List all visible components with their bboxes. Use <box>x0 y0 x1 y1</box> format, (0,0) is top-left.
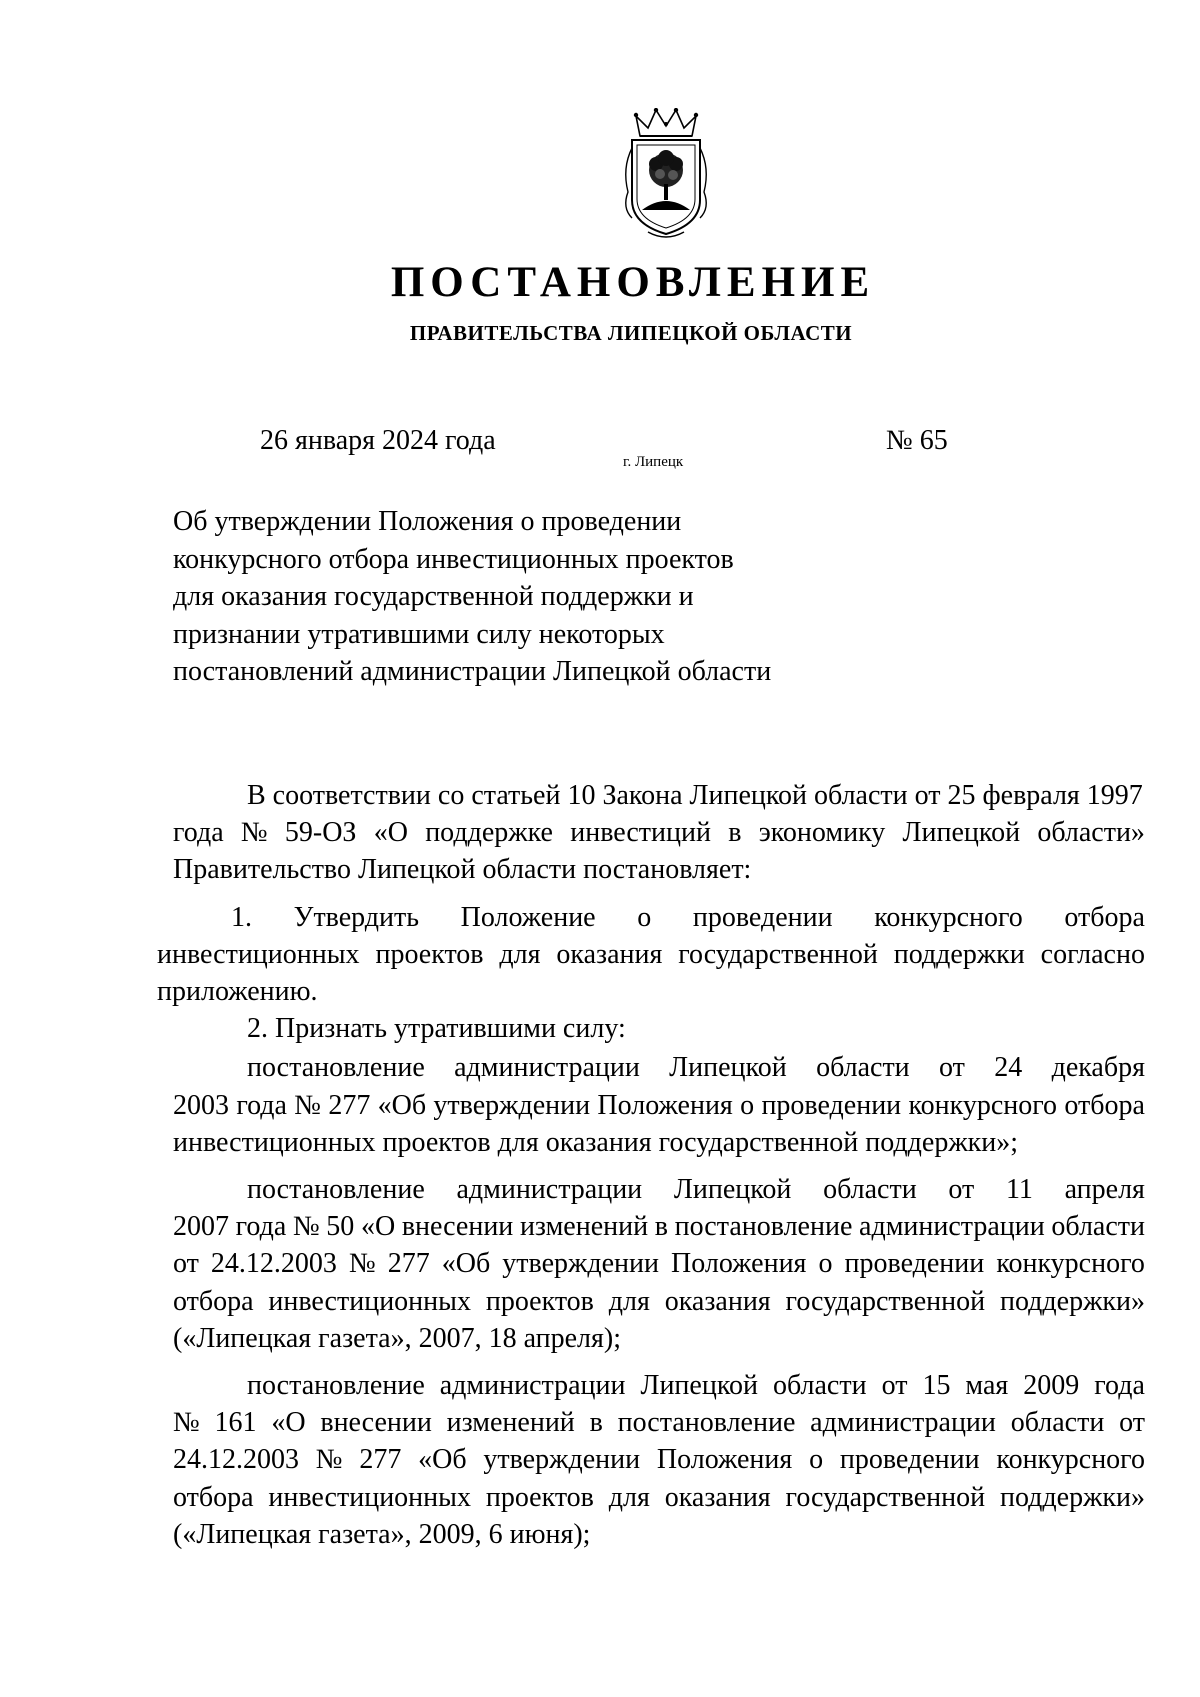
word: внесении <box>320 1407 432 1439</box>
word: 277 <box>359 1444 402 1476</box>
heading-line: признании утратившими силу некоторых <box>173 618 665 650</box>
word: 59-ОЗ <box>284 817 357 849</box>
word: постановление <box>247 1052 425 1084</box>
word: № <box>315 1444 343 1476</box>
word: «О <box>373 817 408 849</box>
text-line: инвестиционных проектов для оказания государственной поддержки»; <box>173 1126 1019 1158</box>
heading-line: для оказания государственной поддержки и <box>173 581 694 612</box>
text-line: Правительство Липецкой области постановляет: <box>173 854 752 886</box>
word: проведении <box>692 901 833 933</box>
text-line <box>173 1283 1145 1320</box>
word: 50 <box>326 1211 355 1243</box>
word: оказания <box>664 1481 771 1513</box>
word: года <box>236 1089 287 1121</box>
decree-date: 26 января 2024 года <box>260 425 496 456</box>
word: отбора <box>173 1285 254 1317</box>
item-1-paragraph <box>157 899 1145 1011</box>
word: поддержки» <box>999 1481 1145 1513</box>
word: государственной <box>785 1285 986 1317</box>
heading-line: конкурсного отбора инвестиционных проектов <box>173 543 734 575</box>
word: отбора <box>1064 1089 1145 1121</box>
word: о <box>809 1444 824 1476</box>
word: в <box>589 1407 603 1439</box>
word: инвестиций <box>570 817 711 849</box>
word: администрации <box>454 1052 640 1084</box>
word: инвестиционных <box>268 1481 471 1513</box>
word: области <box>772 1370 867 1402</box>
word: поддержке <box>425 817 553 849</box>
word: конкурсного <box>996 1444 1145 1476</box>
word: постановление <box>247 1174 425 1206</box>
word: внесении <box>401 1211 514 1243</box>
word: Липецкой <box>673 1174 792 1206</box>
word: постановление <box>674 1211 853 1243</box>
text-line <box>173 1087 1145 1124</box>
text-line <box>173 814 1145 851</box>
word: 1. <box>231 901 252 933</box>
word: Положения <box>656 1444 793 1476</box>
word: от <box>948 1174 975 1206</box>
word: администрации <box>859 1211 1045 1243</box>
word: инвестиционных <box>268 1285 471 1317</box>
decree-place: г. Липецк <box>623 454 684 470</box>
text-line <box>173 1367 1145 1404</box>
word: 24.12.2003 <box>173 1444 299 1476</box>
word: области <box>823 1174 917 1206</box>
word: утверждении <box>502 1248 659 1280</box>
word: Положения <box>597 1089 733 1121</box>
repeal-paragraph <box>173 1171 1145 1357</box>
word: 161 <box>214 1407 257 1439</box>
word: отбора <box>173 1481 254 1513</box>
word: 24 <box>994 1052 1023 1084</box>
word: года <box>173 817 224 849</box>
word: государственной <box>678 938 878 970</box>
word: 24.12.2003 <box>210 1248 337 1280</box>
text-line <box>173 1479 1145 1516</box>
text-line: В соответствии со статьей 10 Закона Липецкой области от 25 февраля 1997 <box>247 780 1143 811</box>
word: 277 <box>328 1089 371 1121</box>
word: Утвердить <box>293 901 420 933</box>
word: о <box>818 1248 833 1280</box>
text-line <box>173 1245 1145 1282</box>
word: 11 <box>1005 1174 1033 1206</box>
word: администрации <box>439 1370 626 1402</box>
word: поддержки» <box>999 1285 1145 1317</box>
word: 2009 <box>1023 1370 1080 1402</box>
decree-heading <box>173 503 793 691</box>
word: области <box>1010 1407 1105 1439</box>
text-line: приложению. <box>157 976 318 1008</box>
heading-line: Об утверждении Положения о проведении <box>173 506 682 537</box>
word: инвестиционных <box>157 938 360 970</box>
word: государственной <box>785 1481 986 1513</box>
word: конкурсного <box>908 1089 1058 1121</box>
text-line <box>173 1441 1145 1478</box>
word: 2003 <box>173 1089 229 1121</box>
word: в <box>654 1211 668 1243</box>
word: администрации <box>456 1174 643 1206</box>
word: 15 <box>922 1370 951 1402</box>
repeal-paragraph <box>173 1367 1145 1553</box>
word: «О <box>360 1211 396 1243</box>
word: «Об <box>418 1444 467 1476</box>
word: оказания <box>664 1285 771 1317</box>
word: проектов <box>375 938 484 970</box>
word: проведении <box>761 1089 902 1121</box>
word: поддержки <box>893 938 1025 970</box>
word: о <box>740 1089 755 1121</box>
document-title: ПОСТАНОВЛЕНИЕ <box>390 259 876 306</box>
repeal-paragraph <box>173 1049 1145 1161</box>
word: года <box>1094 1370 1145 1402</box>
word: от <box>939 1052 965 1084</box>
word: отбора <box>1064 901 1145 933</box>
word: «О <box>271 1407 306 1439</box>
word: конкурсного <box>874 901 1023 933</box>
word: для <box>608 1481 650 1513</box>
word: Липецкой <box>640 1370 758 1402</box>
word: «Об <box>441 1248 491 1280</box>
word: Положение <box>460 901 596 933</box>
word: 277 <box>387 1248 430 1280</box>
word: изменений <box>446 1407 575 1439</box>
text-line: («Липецкая газета», 2007, 18 апреля); <box>173 1322 622 1354</box>
word: от <box>881 1370 908 1402</box>
word: № <box>294 1089 321 1121</box>
word: Липецкой <box>902 817 1021 849</box>
word: изменений <box>519 1211 649 1243</box>
decree-number: № 65 <box>886 425 948 456</box>
decree-body <box>157 777 1145 1563</box>
word: № <box>173 1407 200 1439</box>
word: Положения <box>671 1248 807 1280</box>
word: утверждении <box>483 1444 641 1476</box>
text-line <box>173 1208 1145 1245</box>
text-line <box>173 1171 1145 1208</box>
word: № <box>348 1248 376 1280</box>
word: года <box>235 1211 287 1243</box>
text-line: («Липецкая газета», 2009, 6 июня); <box>173 1518 591 1550</box>
word: согласно <box>1040 938 1145 970</box>
word: от <box>1119 1407 1145 1439</box>
word: проведении <box>839 1444 980 1476</box>
word: от <box>173 1248 199 1280</box>
word: утверждении <box>433 1089 591 1121</box>
word: декабря <box>1051 1052 1145 1084</box>
issuing-authority: ПРАВИТЕЛЬСТВА ЛИПЕЦКОЙ ОБЛАСТИ <box>409 321 853 345</box>
text-line <box>157 936 1145 973</box>
word: № <box>292 1211 320 1243</box>
word: для <box>499 938 541 970</box>
word: для <box>608 1285 650 1317</box>
word: оказания <box>556 938 663 970</box>
word: в <box>728 817 742 849</box>
text-line <box>173 1404 1145 1441</box>
word: постановление <box>617 1407 796 1439</box>
word: области <box>1051 1211 1145 1243</box>
lipetsk-coat-of-arms-icon <box>618 108 714 242</box>
text-line <box>157 899 1145 936</box>
item-2-title: 2. Признать утратившими силу: <box>247 1013 626 1045</box>
preamble-paragraph <box>173 777 1145 889</box>
word: проектов <box>485 1481 594 1513</box>
word: «Об <box>377 1089 427 1121</box>
text-line <box>173 1049 1145 1086</box>
heading-line: постановлений администрации Липецкой области <box>173 656 772 687</box>
word: мая <box>965 1370 1009 1402</box>
word: конкурсного <box>996 1248 1145 1280</box>
word: 2007 <box>173 1211 229 1243</box>
word: о <box>637 901 652 933</box>
word: администрации <box>810 1407 996 1439</box>
word: апреля <box>1064 1174 1145 1206</box>
word: области <box>816 1052 910 1084</box>
word: № <box>240 817 268 849</box>
word: проведении <box>844 1248 985 1280</box>
word: области» <box>1037 817 1145 849</box>
word: постановление <box>247 1370 425 1402</box>
word: экономику <box>758 817 886 849</box>
word: Липецкой <box>669 1052 787 1084</box>
word: проектов <box>485 1285 594 1317</box>
